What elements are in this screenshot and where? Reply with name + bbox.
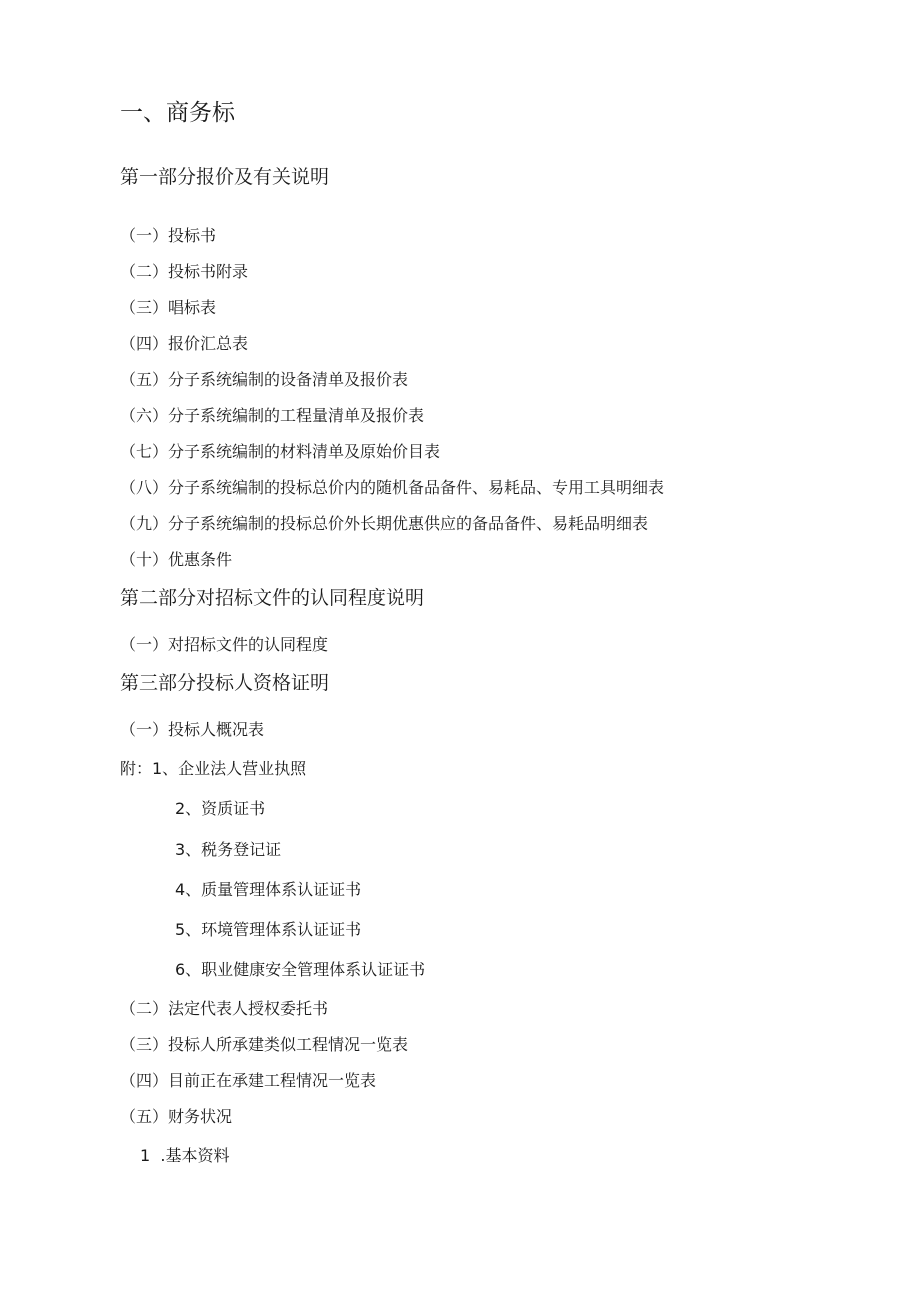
list-item: （一）投标书 xyxy=(120,226,217,245)
list-item: （七）分子系统编制的材料清单及原始价目表 xyxy=(120,442,441,461)
sub-item: 1 .基本资料 xyxy=(140,1146,230,1165)
section-heading-part1: 第一部分报价及有关说明 xyxy=(120,166,330,188)
list-item: （八）分子系统编制的投标总价内的随机备品备件、易耗品、专用工具明细表 xyxy=(120,478,665,497)
attachment-item: 4、质量管理体系认证证书 xyxy=(175,880,362,899)
list-item: （二）投标书附录 xyxy=(120,262,249,281)
list-item: （一）对招标文件的认同程度 xyxy=(120,635,329,654)
section-heading-part2: 第二部分对招标文件的认同程度说明 xyxy=(120,587,425,609)
document-title: 一、商务标 xyxy=(120,100,235,126)
list-item: （三）唱标表 xyxy=(120,298,217,317)
attachment-item: 附：1、企业法人营业执照 xyxy=(120,759,307,778)
list-item: （四）目前正在承建工程情况一览表 xyxy=(120,1071,377,1090)
attachment-item: 6、职业健康安全管理体系认证证书 xyxy=(175,960,426,979)
attachment-item: 3、税务登记证 xyxy=(175,840,282,859)
list-item: （五）分子系统编制的设备清单及报价表 xyxy=(120,370,409,389)
list-item: （四）报价汇总表 xyxy=(120,334,249,353)
list-item: （六）分子系统编制的工程量清单及报价表 xyxy=(120,406,425,425)
list-item: （十）优惠条件 xyxy=(120,550,233,569)
list-item: （一）投标人概况表 xyxy=(120,720,265,739)
list-item: （九）分子系统编制的投标总价外长期优惠供应的备品备件、易耗品明细表 xyxy=(120,514,649,533)
attachment-item: 2、资质证书 xyxy=(175,799,266,818)
attachment-item: 5、环境管理体系认证证书 xyxy=(175,920,362,939)
section-heading-part3: 第三部分投标人资格证明 xyxy=(120,672,330,694)
list-item: （三）投标人所承建类似工程情况一览表 xyxy=(120,1035,409,1054)
list-item: （五）财务状况 xyxy=(120,1107,233,1126)
list-item: （二）法定代表人授权委托书 xyxy=(120,999,329,1018)
